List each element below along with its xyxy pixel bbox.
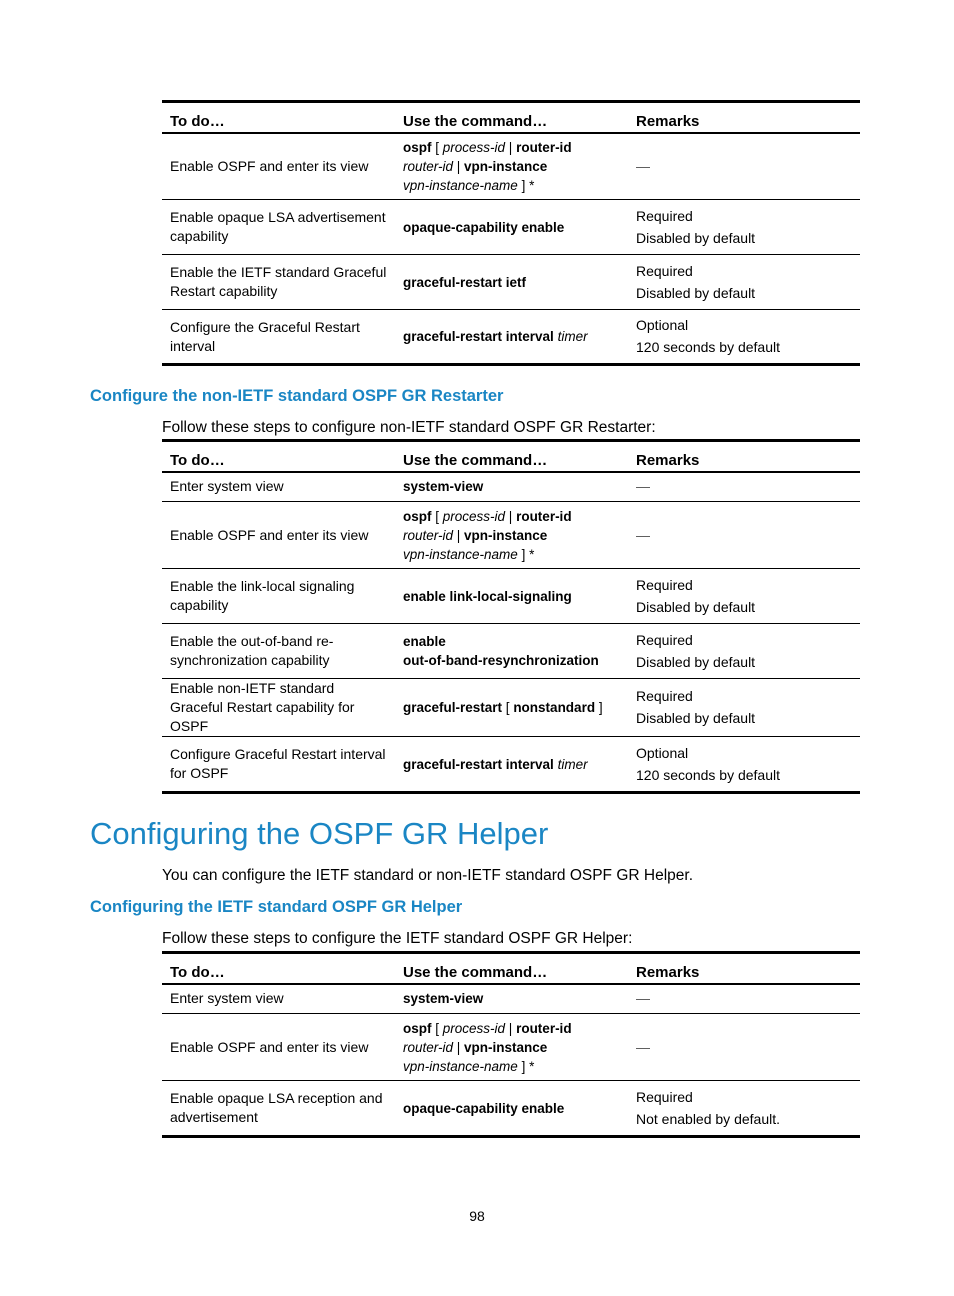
section-intro-gr-helper: You can configure the IETF standard or non-IETF standard OSPF GR Helper. [162,867,693,884]
command-line [403,327,620,346]
remark-text: Required [636,1088,693,1105]
command-table-gr-restarter-ietf [162,100,860,366]
command-keyword: enable [403,634,446,649]
table-row [162,569,860,624]
command-keyword: router-id [516,508,572,524]
command-line [403,1099,620,1118]
command-line [403,587,620,606]
remarks-cell [628,133,860,200]
command-cell [395,255,628,310]
header-todo: To do… [170,451,225,469]
remarks-cell [628,984,860,1014]
command-argument: timer [557,756,588,772]
remarks-cell [628,200,860,255]
command-cell [395,569,628,624]
command-cell [395,1014,628,1081]
remark-text: — [636,157,650,174]
header-remarks: Remarks [636,963,700,981]
header-todo: To do… [170,963,225,981]
command-line [403,526,620,545]
command-keyword: router-id [516,1020,572,1036]
header-command: Use the command… [403,451,548,469]
remark-text: 120 seconds by default [636,339,780,355]
command-line [403,755,620,774]
command-argument: router-id [403,527,454,543]
command-syntax: | [505,139,517,155]
remarks-cell [628,679,860,737]
command-syntax: ] * [517,546,535,562]
command-cell [395,133,628,200]
remarks-cell [628,502,860,569]
header-remarks: Remarks [636,451,700,469]
command-argument: router-id [403,158,454,174]
command-line [403,698,620,717]
command-argument: process-id [442,139,506,155]
command-line [403,1038,620,1057]
task-cell: Enable the link-local signaling capability [170,578,355,613]
table-row [162,502,860,569]
command-line [403,1057,620,1076]
table-row [162,737,860,793]
command-syntax: | [453,1039,465,1055]
section-heading-ietf-helper: Configuring the IETF standard OSPF GR Helper [90,898,463,916]
task-cell: Configure the Graceful Restart interval [170,318,360,354]
remarks-cell [628,472,860,502]
remarks-cell [628,737,860,793]
command-cell [395,737,628,793]
header-todo: To do… [170,112,225,130]
command-cell [395,310,628,365]
command-line [403,507,620,526]
command-argument: process-id [442,1020,506,1036]
task-cell: Enable opaque LSA advertisement capability [170,209,386,244]
table-header-row [162,102,860,133]
remark-text: Optional [636,744,689,761]
table-row [162,310,860,365]
command-syntax: [ [431,1020,443,1036]
command-argument: vpn-instance-name [403,546,518,562]
remark-text: Disabled by default [636,598,756,615]
command-keyword: ospf [403,139,432,155]
table-row [162,200,860,255]
command-syntax: [ [431,139,443,155]
command-line [403,218,620,237]
command-keyword: opaque-capability enable [403,219,565,235]
remark-text: Disabled by default [636,284,756,301]
command-line [403,632,620,651]
table-header-row [162,953,860,984]
section-intro-non-ietf-restarter: Follow these steps to configure non-IETF standard OSPF GR Restarter: [162,419,656,436]
command-argument: vpn-instance-name [403,1058,518,1074]
table-row [162,624,860,679]
command-line [403,273,620,292]
task-cell: Configure Graceful Restart interval for OSPF [170,746,386,781]
table-row [162,255,860,310]
command-keyword: router-id [516,139,572,155]
command-syntax: ] * [517,177,535,193]
table-row [162,133,860,200]
command-argument: process-id [442,508,506,524]
command-line [403,989,620,1008]
command-syntax: | [505,1020,517,1036]
command-keyword: enable link-local-signaling [403,588,572,604]
command-syntax: ] [595,700,603,715]
remark-text: Not enabled by default. [636,1110,780,1127]
command-keyword: system-view [403,991,484,1007]
task-cell: Enable the IETF standard Graceful Restart capability [170,264,387,299]
command-keyword: out-of-band-resynchronization [403,653,599,668]
command-argument: router-id [403,1039,454,1055]
command-keyword: graceful-restart ietf [403,274,527,290]
command-keyword: ospf [403,508,432,524]
command-keyword: vpn-instance [464,158,548,174]
command-line [403,157,620,176]
command-argument: vpn-instance-name [403,177,518,193]
section-heading-non-ietf-restarter: Configure the non-IETF standard OSPF GR Restarter [90,387,504,405]
remarks-cell [628,255,860,310]
table-row [162,984,860,1014]
command-line [403,138,620,157]
command-keyword: opaque-capability enable [403,1100,565,1116]
task-cell: Enter system view [170,990,284,1007]
command-syntax: [ [502,700,514,715]
command-line [403,651,620,670]
command-cell [395,679,628,737]
table-header-row [162,441,860,472]
command-cell [395,984,628,1014]
remark-text: Required [636,576,693,593]
task-cell: Enable opaque LSA reception and advertisement [170,1090,383,1125]
command-keyword: system-view [403,479,484,495]
task-cell: Enable non-IETF standard Graceful Restart capability for OSPF [170,680,355,734]
remark-text: — [636,526,650,543]
remark-text: Required [636,262,693,279]
section-intro-ietf-helper: Follow these steps to configure the IETF standard OSPF GR Helper: [162,930,633,947]
command-cell [395,624,628,679]
task-cell: Enable OSPF and enter its view [170,1038,369,1055]
command-syntax: | [505,508,517,524]
command-keyword: graceful-restart [403,700,503,715]
task-cell: Enable OSPF and enter its view [170,526,369,543]
command-syntax: | [453,158,465,174]
command-cell [395,1081,628,1137]
command-argument: timer [557,329,588,344]
command-line [403,545,620,564]
page-number: 98 [469,1208,485,1224]
task-cell: Enable OSPF and enter its view [170,157,369,174]
header-command: Use the command… [403,963,548,981]
command-cell [395,200,628,255]
task-cell: Enable the out-of-band re-synchronization capability [170,633,334,668]
command-syntax: [ [431,508,443,524]
command-table-gr-restarter-non-ietf [162,439,860,794]
remark-text: 120 seconds by default [636,766,780,783]
remark-text: — [636,478,650,495]
remark-text: Disabled by default [636,710,756,726]
table-row [162,472,860,502]
remark-text: Optional [636,317,689,333]
remark-text: Disabled by default [636,653,756,670]
remark-text: Disabled by default [636,229,756,246]
table-row [162,679,860,737]
header-remarks: Remarks [636,112,700,130]
remarks-cell [628,310,860,365]
remark-text: Required [636,207,693,224]
remark-text: Required [636,688,693,704]
command-syntax: ] * [517,1058,535,1074]
remarks-cell [628,569,860,624]
command-keyword: nonstandard [513,700,596,715]
command-keyword: vpn-instance [464,1039,548,1055]
command-keyword: vpn-instance [464,527,548,543]
remarks-cell [628,1014,860,1081]
command-line [403,176,620,195]
header-command: Use the command… [403,112,548,130]
command-syntax: | [453,527,465,543]
remarks-cell [628,1081,860,1137]
command-line [403,1019,620,1038]
remark-text: — [636,990,650,1007]
command-keyword: ospf [403,1020,432,1036]
remark-text: Required [636,631,693,648]
task-cell: Enter system view [170,478,284,495]
command-table-gr-helper-ietf [162,951,860,1138]
table-row [162,1081,860,1137]
remark-text: — [636,1038,650,1055]
command-line [403,477,620,496]
command-keyword: graceful-restart interval [403,756,554,772]
page-title-gr-helper: Configuring the OSPF GR Helper [90,816,549,851]
table-row [162,1014,860,1081]
command-cell [395,502,628,569]
remarks-cell [628,624,860,679]
command-keyword: graceful-restart interval [403,329,554,344]
command-cell [395,472,628,502]
